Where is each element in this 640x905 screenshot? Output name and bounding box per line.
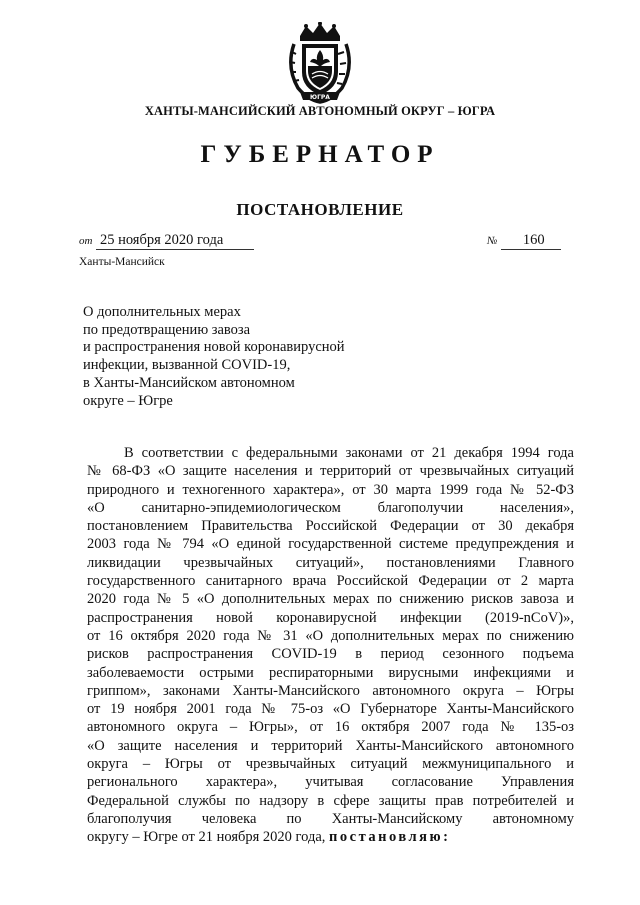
subject-line: О дополнительных мерах <box>83 304 241 320</box>
region-title: ХАНТЫ-МАНСИЙСКИЙ АВТОНОМНЫЙ ОКРУГ – ЮГРА <box>144 104 496 118</box>
office-title: ГУБЕРНАТОР <box>200 141 440 168</box>
body-line: от 19 ноября 2001 года № 75-оз «О Губернаторе Ханты-Мансийского <box>87 701 574 718</box>
body-line: Федеральной службы по надзору в сфере защиты прав потребителей и <box>87 792 574 809</box>
body-line <box>87 828 574 846</box>
body-line: природного и техногенного характера», от 30 марта 1999 года № 52-ФЗ <box>87 481 574 498</box>
body-line: округа – Югры от чрезвычайных ситуаций межмуниципального и <box>87 756 574 773</box>
document-body <box>87 444 574 847</box>
body-line: регионального характера», учитывая согласование Управления <box>87 774 574 791</box>
body-line: «О защите населения и территорий Ханты-Мансийского автономного <box>87 737 574 754</box>
city: Ханты-Мансийск <box>79 256 165 268</box>
document-subject <box>83 304 345 410</box>
subject-line: по предотвращению завоза <box>83 321 251 338</box>
resolve-word: постановляю: <box>329 829 451 846</box>
svg-text:ЮГРА: ЮГРА <box>310 94 330 101</box>
body-line: благополучия человека по Ханты-Мансийскому автономному <box>87 810 574 827</box>
document-type: ПОСТАНОВЛЕНИЕ <box>236 200 404 219</box>
body-last-line: округу – Югре от 21 ноября 2020 года, <box>87 829 326 846</box>
body-line: ликвидации чрезвычайных ситуаций», постановлениями Главного <box>87 554 574 571</box>
body-line: государственного санитарного врача Российской Федерации от 2 марта <box>87 573 574 590</box>
body-line: «О санитарно-эпидемиологическом благополучии населения», <box>87 499 574 516</box>
body-line: № 68-ФЗ «О защите населения и территорий от чрезвычайных ситуаций <box>87 463 574 480</box>
body-line: от 16 октября 2020 года № 31 «О дополнительных мерах по снижению <box>87 627 574 644</box>
number-value: 160 <box>501 232 561 250</box>
document-number <box>487 232 561 250</box>
body-line: 2020 года № 5 «О дополнительных мерах по снижению рисков завоза и <box>87 591 574 608</box>
subject-line: округе – Югре <box>83 392 173 409</box>
number-sign: № <box>487 235 498 247</box>
subject-line: инфекции, вызванной COVID-19, <box>83 357 291 374</box>
date-prefix: от <box>79 235 93 247</box>
subject-line: и распространения новой коронавирусной <box>83 339 345 356</box>
body-line: заболеваемости острыми респираторными вирусными инфекциями и <box>87 664 574 681</box>
coat-of-arms-icon <box>286 22 354 104</box>
body-line: гриппом», законами Ханты-Мансийского автономного округа – Югры <box>87 682 574 699</box>
date-value: 25 ноября 2020 года <box>96 232 254 250</box>
body-line: постановлением Правительства Российской Федерации от 30 декабря <box>87 518 574 535</box>
document-date <box>79 232 254 250</box>
body-line: автономного округа – Югры», от 16 октября 2007 года № 135-оз <box>87 719 574 736</box>
body-line: распространения новой коронавирусной инфекции (2019-nCoV)», <box>87 609 574 626</box>
body-line: В соответствии с федеральными законами от 21 декабря 1994 года <box>124 445 574 461</box>
body-line: 2003 года № 794 «О единой государственной системе предупреждения и <box>87 536 574 553</box>
subject-line: в Ханты-Мансийском автономном <box>83 374 295 391</box>
body-line: рисков распространения COVID-19 в период сезонного подъема <box>87 646 574 663</box>
